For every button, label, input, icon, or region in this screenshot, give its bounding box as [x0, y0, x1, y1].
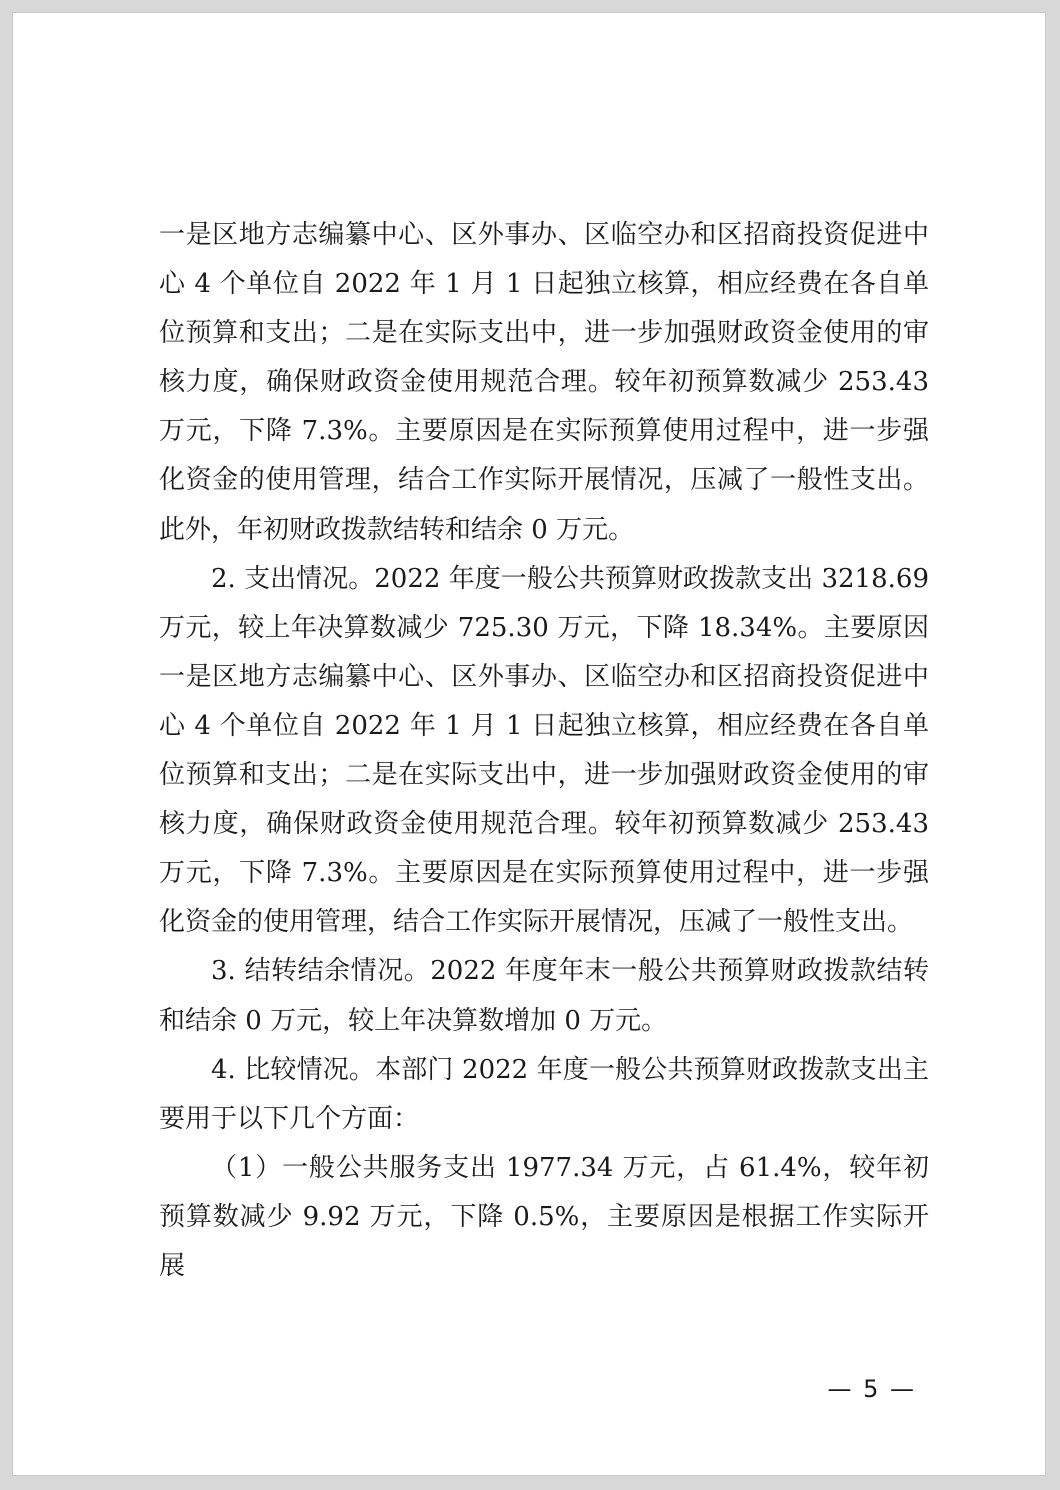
page-number: — 5 —: [827, 1375, 916, 1403]
paragraph-public-service: （1）一般公共服务支出 1977.34 万元，占 61.4%，较年初预算数减少 9.92 万元，下降 0.5%，主要原因是根据工作实际开展: [159, 1152, 929, 1281]
paragraph-expenditure: 2. 支出情况。2022 年度一般公共预算财政拨款支出 3218.69 万元，较上年决算数减少 725.30 万元，下降 18.34%。主要原因一是区地方志编纂中心、区外事办、区临空办和区招商投资促进中心 4 个单位自 2022 年 1 月 1 日起独立核算，相应经费在各自单位预算和支出；二是在实际支出中，进一步加强财政资金使用的审核力度，确保财政资金使用规范合理。较年初预算数减少 253.43 万元，下降 7.3%。主要原因是在实际预算使用过程中，进一步强化资金的使用管理，结合工作实际开展情况，压减了一般性支出。: [159, 563, 929, 938]
paragraph-carryover: 3. 结转结余情况。2022 年度年末一般公共预算财政拨款结转和结余 0 万元，较上年决算数增加 0 万元。: [159, 956, 929, 1036]
document-page: [12, 12, 1046, 1476]
paragraph-continuation: 一是区地方志编纂中心、区外事办、区临空办和区招商投资促进中心 4 个单位自 2022 年 1 月 1 日起独立核算，相应经费在各自单位预算和支出；二是在实际支出中，进一步加强财政资金使用的审核力度，确保财政资金使用规范合理。较年初预算数减少 253.43 万元，下降 7.3%。主要原因是在实际预算使用过程中，进一步强化资金的使用管理，结合工作实际开展情况，压减了一般性支出。此外，年初财政拨款结转和结余 0 万元。: [159, 220, 929, 545]
paragraph-comparison: 4. 比较情况。本部门 2022 年度一般公共预算财政拨款支出主要用于以下几个方面：: [159, 1054, 929, 1134]
document-body: [159, 211, 929, 1291]
